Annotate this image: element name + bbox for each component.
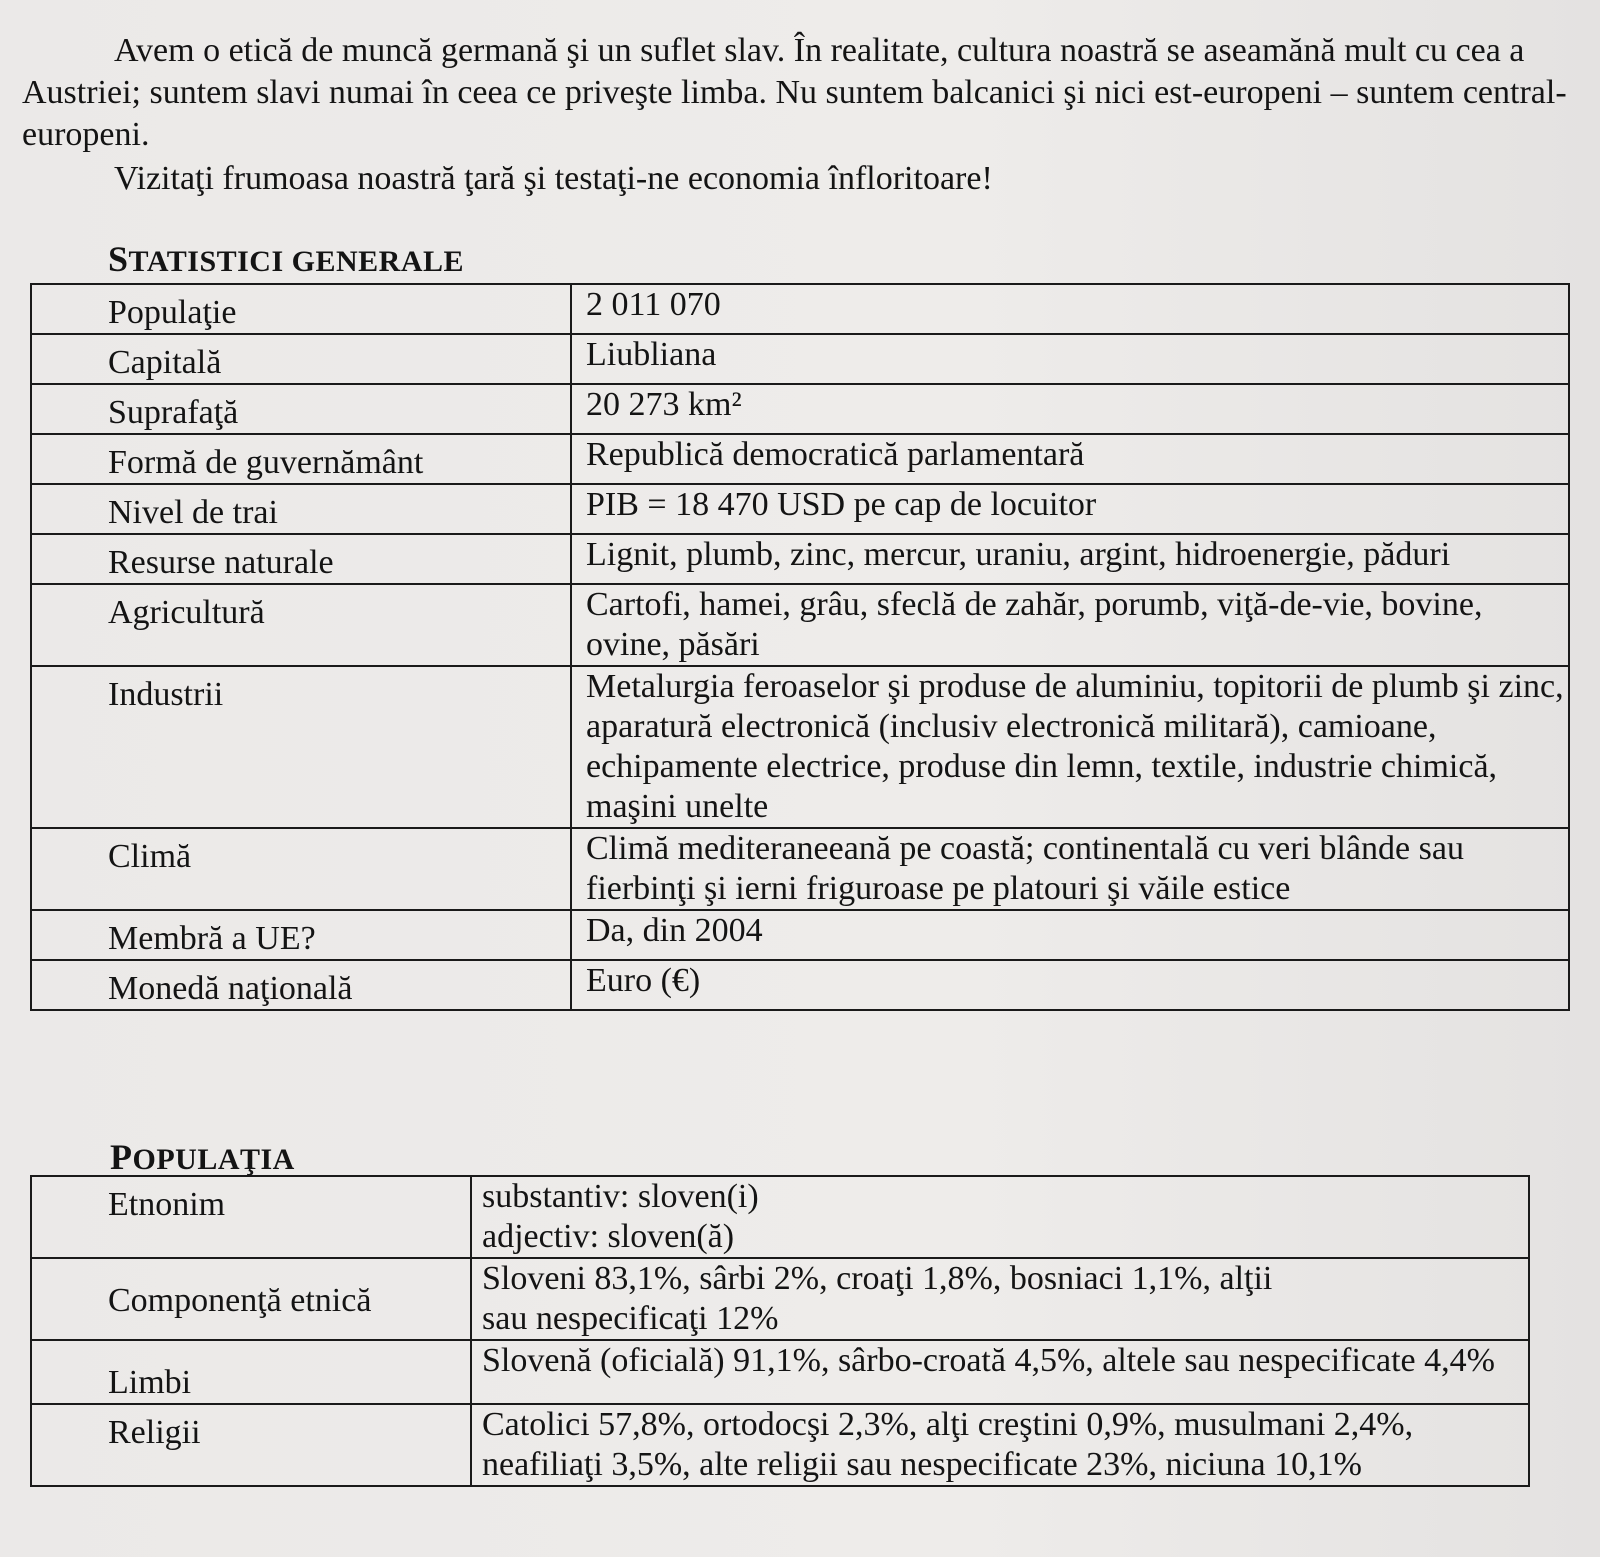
intro-paragraph-2: Vizitaţi frumoasa noastră ţară şi testaţi-ne economia înfloritoare! bbox=[114, 160, 993, 197]
table-row bbox=[31, 960, 1569, 1010]
value-line: substantiv: sloven(i) bbox=[482, 1178, 759, 1215]
row-key: Capitală bbox=[31, 334, 571, 384]
row-value bbox=[471, 1340, 1529, 1404]
stats-title-rest: TATISTICI GENERALE bbox=[128, 245, 465, 278]
row-key: Formă de guvernământ bbox=[31, 434, 571, 484]
row-value: PIB = 18 470 USD pe cap de locuitor bbox=[571, 484, 1569, 534]
population-section-title bbox=[110, 1136, 295, 1178]
row-value: Cartofi, hamei, grâu, sfeclă de zahăr, porumb, viţă-de-vie, bovine, ovine, păsări bbox=[571, 584, 1569, 666]
row-value bbox=[471, 1176, 1529, 1258]
stats-table bbox=[30, 283, 1570, 1011]
row-value bbox=[471, 1404, 1529, 1486]
row-key: Religii bbox=[31, 1404, 471, 1486]
stats-section-title bbox=[108, 238, 464, 280]
population-title-rest: OPULAŢIA bbox=[132, 1143, 295, 1176]
row-value: Republică democratică parlamentară bbox=[571, 434, 1569, 484]
table-row bbox=[31, 1404, 1529, 1486]
table-row bbox=[31, 828, 1569, 910]
table-row bbox=[31, 534, 1569, 584]
row-key: Populaţie bbox=[31, 284, 571, 334]
row-key: Industrii bbox=[31, 666, 571, 828]
table-row bbox=[31, 584, 1569, 666]
row-key: Monedă naţională bbox=[31, 960, 571, 1010]
table-row bbox=[31, 910, 1569, 960]
stats-title-initial: S bbox=[108, 239, 129, 279]
table-row bbox=[31, 384, 1569, 434]
table-row bbox=[31, 434, 1569, 484]
row-value: Euro (€) bbox=[571, 960, 1569, 1010]
table-row bbox=[31, 284, 1569, 334]
population-table bbox=[30, 1175, 1530, 1487]
row-key: Agricultură bbox=[31, 584, 571, 666]
row-value: 2 011 070 bbox=[571, 284, 1569, 334]
table-row bbox=[31, 1340, 1529, 1404]
row-key: Resurse naturale bbox=[31, 534, 571, 584]
value-line: Catolici 57,8%, ortodocşi 2,3%, alţi creştini 0,9%, musulmani 2,4%, neafiliaţi 3,5%, alte religii sau nespecificate 23%, niciuna 10,1% bbox=[482, 1406, 1414, 1483]
value-line: adjectiv: sloven(ă) bbox=[482, 1218, 735, 1255]
value-line: sau nespecificaţi 12% bbox=[482, 1300, 779, 1337]
row-key: Etnonim bbox=[31, 1176, 471, 1258]
row-key: Componenţă etnică bbox=[31, 1258, 471, 1340]
row-value: Lignit, plumb, zinc, mercur, uraniu, argint, hidroenergie, păduri bbox=[571, 534, 1569, 584]
row-value: Da, din 2004 bbox=[571, 910, 1569, 960]
row-value: 20 273 km² bbox=[571, 384, 1569, 434]
table-row bbox=[31, 666, 1569, 828]
row-key: Limbi bbox=[31, 1340, 471, 1404]
population-title-initial: P bbox=[110, 1137, 133, 1177]
row-key: Climă bbox=[31, 828, 571, 910]
row-value: Liubliana bbox=[571, 334, 1569, 384]
table-row bbox=[31, 334, 1569, 384]
row-value: Metalurgia feroaselor şi produse de aluminiu, topitorii de plumb şi zinc, aparatură electronică (inclusiv electronică militară), camioane, echipamente electrice, produse din lemn, textile, industrie chimică, maşini unelte bbox=[571, 666, 1569, 828]
row-value: Climă mediteraneeană pe coastă; continentală cu veri blânde sau fierbinţi şi ierni friguroase pe platouri şi văile estice bbox=[571, 828, 1569, 910]
intro-paragraph-1: Avem o etică de muncă germană şi un suflet slav. În realitate, cultura noastră se aseamănă mult cu cea a Austriei; suntem slavi numai în ceea ce priveşte limba. Nu suntem balcanici şi nici est-europeni – suntem central-europeni. bbox=[22, 32, 1567, 153]
row-key: Membră a UE? bbox=[31, 910, 571, 960]
value-line: Sloveni 83,1%, sârbi 2%, croaţi 1,8%, bosniaci 1,1%, alţii bbox=[482, 1260, 1273, 1297]
row-key: Suprafaţă bbox=[31, 384, 571, 434]
table-row bbox=[31, 1176, 1529, 1258]
table-row bbox=[31, 1258, 1529, 1340]
row-value bbox=[471, 1258, 1529, 1340]
row-key: Nivel de trai bbox=[31, 484, 571, 534]
table-row bbox=[31, 484, 1569, 534]
intro-text bbox=[22, 30, 1592, 200]
value-line: Slovenă (oficială) 91,1%, sârbo-croată 4,5%, altele sau nespecificate 4,4% bbox=[482, 1342, 1495, 1379]
